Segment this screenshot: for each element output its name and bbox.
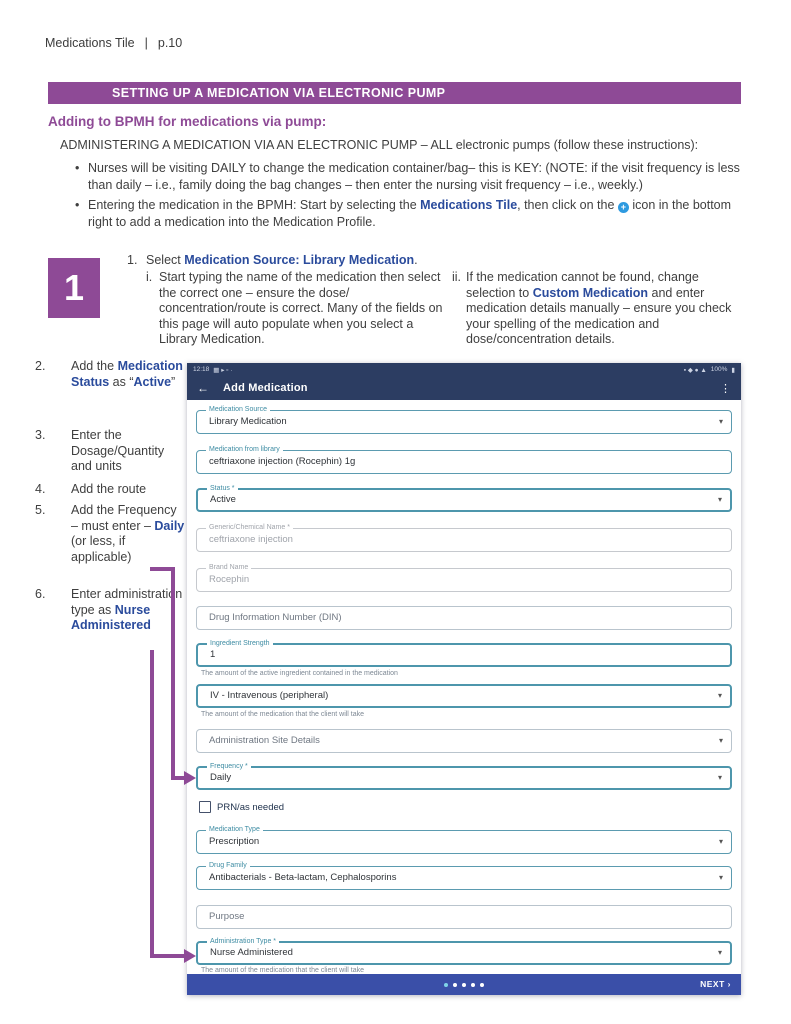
field-value: Prescription [209, 836, 260, 847]
status-field[interactable] [196, 485, 732, 512]
battery-percent: 100% [710, 366, 728, 373]
pager-bar [187, 974, 741, 995]
step-1-instruction [127, 253, 457, 269]
list-marker: 1. [127, 253, 138, 267]
field-placeholder: Drug Information Number (DIN) [209, 612, 342, 623]
administration-site-details-field[interactable] [196, 729, 732, 753]
list-marker: i. [146, 270, 153, 284]
step-5-text [71, 503, 187, 565]
field-value: ceftriaxone injection (Rocephin) 1g [209, 456, 356, 467]
section-banner: SETTING UP A MEDICATION VIA ELECTRONIC PUMP [48, 82, 741, 104]
page-header [45, 36, 182, 50]
checkbox-label: PRN/as needed [217, 801, 285, 813]
pager-dot [471, 983, 475, 987]
field-label: Administration Type * [207, 938, 279, 945]
field-label: Medication from library [206, 446, 283, 453]
step-2-text-2: as “ [109, 374, 134, 389]
pager-dot [453, 983, 457, 987]
field-helper-text: The amount of the medication that the client will take [201, 711, 365, 718]
doc-title: Medications Tile [45, 36, 135, 50]
step-1-sub-ii-text-2: and enter medication details manually – ensure you check your spelling of the medication and dose/concentration details. [466, 285, 732, 346]
step-3-item [35, 428, 187, 475]
list-marker: ii. [452, 270, 462, 284]
pager-dot [462, 983, 466, 987]
active-link: Active [133, 374, 172, 389]
screen-title: Add Medication [223, 382, 308, 394]
field-helper-text: The amount of the active ingredient contained in the medication [201, 670, 398, 677]
bullet-item-2 [75, 197, 740, 230]
chevron-down-icon: ▾ [717, 495, 722, 504]
drug-family-field[interactable] [196, 862, 732, 890]
field-value: 1 [210, 649, 216, 660]
section-subheading: Adding to BPMH for medications via pump: [48, 114, 327, 129]
custom-medication-link: Custom Medication [532, 285, 649, 300]
purpose-field[interactable] [196, 905, 732, 929]
field-value: Nurse Administered [210, 947, 293, 958]
field-label: Brand Name [206, 564, 251, 571]
step-2-item [35, 359, 187, 390]
add-icon: + [618, 202, 629, 213]
bullet-2-text-1: Entering the medication in the BPMH: Start by selecting the [88, 198, 421, 212]
field-label: Ingredient Strength [207, 640, 273, 647]
list-marker: 4. [35, 482, 46, 496]
list-marker: 2. [35, 359, 46, 373]
step-3-text: Enter the Dosage/Quantity and units [71, 428, 165, 473]
bullet-glyph: • [75, 161, 80, 175]
pager-dot-active [444, 983, 448, 987]
app-bar [187, 376, 741, 400]
field-label: Medication Type [206, 826, 263, 833]
bullet-item-1 [75, 160, 740, 193]
list-marker: 3. [35, 428, 46, 442]
medication-source-field[interactable] [196, 406, 732, 434]
route-field[interactable] [196, 684, 732, 708]
checkbox-icon [199, 801, 211, 813]
step-4-item [35, 482, 187, 498]
chevron-down-icon: ▾ [718, 417, 723, 426]
next-button[interactable]: NEXT › [700, 979, 731, 989]
chevron-down-icon: ▾ [717, 691, 722, 700]
clock-text: 12:18 [193, 366, 210, 373]
chevron-down-icon: ▾ [718, 736, 723, 745]
field-placeholder: Purpose [209, 911, 245, 922]
pager-dots [444, 983, 484, 987]
din-field[interactable] [196, 606, 732, 630]
administration-type-field[interactable] [196, 938, 732, 965]
medication-status-link: Medication Status [71, 359, 183, 389]
step-2-text-1: Add the [71, 359, 118, 373]
medication-from-library-field[interactable] [196, 446, 732, 474]
bullet-glyph: • [75, 198, 80, 212]
step-1-sub-ii-text-1: If the medication cannot be found, change selection to [466, 270, 699, 300]
step-6-item [35, 587, 187, 634]
kebab-menu-icon[interactable]: ⋮ [720, 382, 731, 395]
step-4-text: Add the route [71, 482, 147, 496]
step-2-text-3: ” [171, 374, 176, 389]
notification-icons: ▦ ▸ ▫ · [213, 366, 233, 374]
header-separator: | [144, 36, 148, 50]
page-number: p.10 [157, 36, 183, 50]
brand-name-field [196, 564, 732, 592]
nurse-administered-link: Nurse Administered [71, 602, 151, 632]
status-bar [187, 363, 741, 376]
ingredient-strength-field[interactable] [196, 640, 732, 667]
medication-source-link: Medication Source: Library Medication [184, 253, 415, 267]
chevron-down-icon: ▾ [718, 873, 723, 882]
step-5-item [35, 503, 187, 565]
step-1-sub-i-text: Start typing the name of the medication then select the correct one – ensure the dose/ concentration/route is correct. Many of the fields on this page will auto populate when you select a Library Medication. [159, 270, 443, 346]
step-1-sub-ii-text [466, 270, 739, 348]
prn-checkbox[interactable] [199, 801, 284, 813]
step-2-text [71, 359, 187, 390]
bullet-2-text-3: icon in the bottom right to add a medication into the Medication Profile. [88, 198, 732, 229]
medications-tile-link: Medications Tile [420, 198, 518, 212]
step-1-text-1: Select [146, 253, 185, 267]
field-label: Medication Source [206, 406, 270, 413]
field-label: Generic/Chemical Name * [206, 524, 293, 531]
pager-dot [480, 983, 484, 987]
chevron-down-icon: ▾ [717, 773, 722, 782]
field-value: ceftriaxone injection [209, 534, 293, 545]
bullet-1-text: Nurses will be visiting DAILY to change the medication container/bag– this is KEY: (NOTE: if the visit frequency is less than daily – i.e., family doing the bag changes – then enter the nursing visit frequency – i.e., weekly.) [88, 161, 740, 192]
system-status-icons: ▪ ◆ ● ▲ [683, 366, 707, 374]
field-value: Daily [210, 772, 232, 783]
chevron-down-icon: ▾ [718, 837, 723, 846]
list-marker: 6. [35, 587, 46, 601]
phone-screenshot [187, 363, 741, 995]
daily-link: Daily [154, 518, 185, 533]
frequency-field[interactable] [196, 763, 732, 790]
step-6-text [71, 587, 187, 634]
intro-paragraph: ADMINISTERING A MEDICATION VIA AN ELECTRONIC PUMP – ALL electronic pumps (follow these instructions): [60, 138, 699, 152]
step-5-text-1: Add the Frequency – must enter – [71, 503, 177, 533]
field-label: Status * [207, 485, 238, 492]
step-number-badge: 1 [48, 258, 100, 318]
field-label: Frequency * [207, 763, 251, 770]
chevron-down-icon: ▾ [717, 948, 722, 957]
list-marker: 5. [35, 503, 46, 517]
bullet-2-text-2: , then click on the [517, 198, 618, 212]
field-value: Rocephin [209, 574, 250, 585]
field-value: Active [210, 494, 236, 505]
arrow-line-administration-type [152, 650, 184, 956]
field-placeholder: Administration Site Details [209, 735, 320, 746]
step-6-text-1: Enter administration type as [71, 587, 183, 617]
field-value: Library Medication [209, 416, 287, 427]
field-value: IV - Intravenous (peripheral) [210, 690, 329, 701]
back-arrow-icon[interactable]: ← [197, 381, 209, 395]
step-1-sub-ii [452, 270, 739, 348]
step-1-text-2: . [414, 253, 418, 267]
medication-type-field[interactable] [196, 826, 732, 854]
field-label: Drug Family [206, 862, 250, 869]
step-1-sub-i [146, 270, 454, 348]
battery-icon: ▮ [731, 366, 735, 374]
field-helper-text: The amount of the medication that the client will take [201, 967, 365, 974]
step-5-text-2: (or less, if applicable) [71, 534, 132, 564]
field-value: Antibacterials - Beta-lactam, Cephalosporins [209, 872, 397, 883]
generic-chemical-name-field [196, 524, 732, 552]
